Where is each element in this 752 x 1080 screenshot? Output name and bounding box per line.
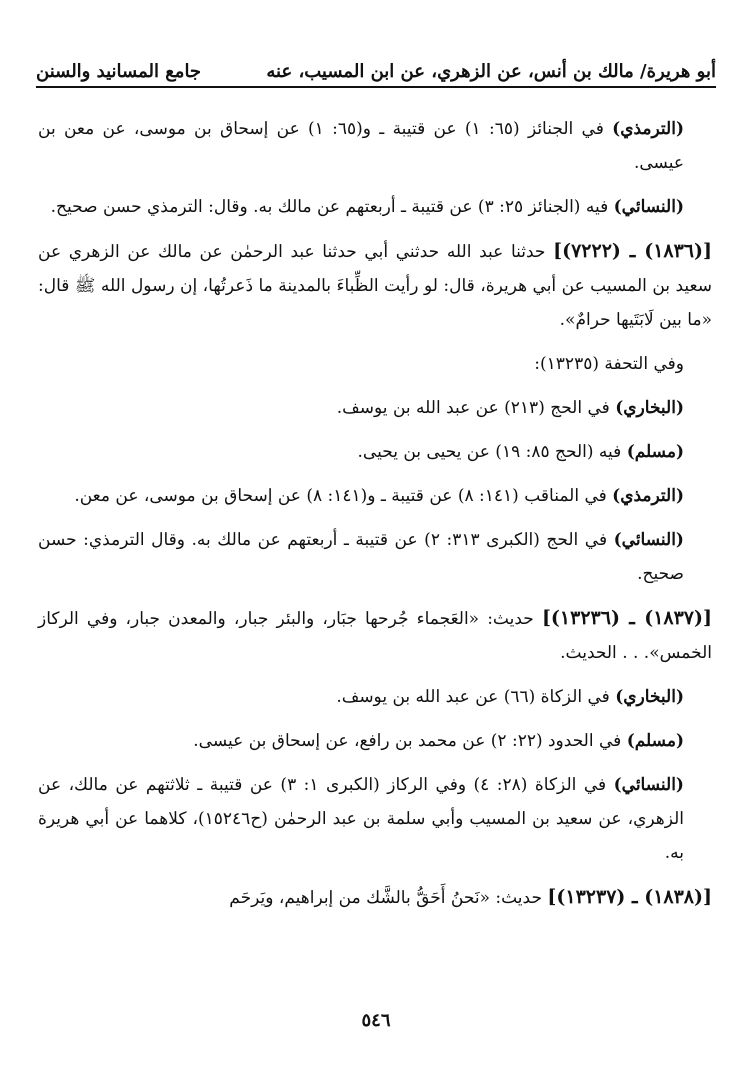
hadith-number: [(١٨٣٧) ـ (١٣٢٣٦)] — [541, 607, 712, 629]
paragraph — [38, 724, 712, 758]
paragraph-text: في الحج (٢١٣) عن عبد الله بن يوسف. — [336, 398, 616, 418]
hadith-paragraph — [38, 234, 712, 337]
running-header — [36, 52, 716, 88]
paragraph-text: في المناقب (١٤١: ٨) عن قتيبة ـ و(١٤١: ٨) عن إسحاق بن موسى، عن معن. — [74, 486, 613, 506]
main-text — [38, 112, 712, 925]
source-label: (النسائي) — [613, 197, 684, 217]
source-label: (الترمذي) — [612, 119, 684, 139]
paragraph — [38, 479, 712, 513]
paragraph — [38, 768, 712, 870]
paragraph-text: في الحج (الكبرى ٣١٣: ٢) عن قتيبة ـ أربعتهم عن مالك به. وقال الترمذي: حسن صحيح. — [38, 530, 684, 584]
paragraph-text: في الزكاة (٢٨: ٤) وفي الركاز (الكبرى ١: ٣) عن قتيبة ـ ثلاثتهم عن مالك، عن الزهري، عن سعيد بن المسيب وأبي سلمة بن عبد الرحمٰن (ح١٥٢٤٦)، كلاهما عن أبي هريرة به. — [38, 775, 685, 863]
source-label: (مسلم) — [626, 731, 684, 751]
paragraph-text: وفي التحفة (١٣٢٣٥): — [534, 354, 684, 374]
paragraph-text: حدثنا عبد الله حدثني أبي حدثنا عبد الرحمٰن عن مالك عن الزهري عن سعيد بن المسيب عن أبي هريرة، قال: لو رأيت الظِّباءَ بالمدينة ما ذَعرتُها، إن رسول الله ﷺ قال: «ما بين لَابَتَيها حرامٌ». — [38, 242, 712, 330]
paragraph — [38, 523, 712, 591]
source-label: (مسلم) — [626, 442, 684, 462]
paragraph-text: حديث: «نَحنُ أَحَقُّ بالشَّك من إبراهيم، ويَرحَم — [229, 888, 548, 908]
hadith-number: [(١٨٣٦) ـ (٧٢٢٢)] — [553, 240, 712, 262]
paragraph-text: في الزكاة (٦٦) عن عبد الله بن يوسف. — [336, 687, 616, 707]
hadith-number: [(١٨٣٨) ـ (١٣٢٣٧)] — [547, 886, 712, 908]
paragraph — [38, 391, 712, 425]
source-label: (النسائي) — [613, 530, 684, 550]
page-number: ٥٤٦ — [361, 1010, 391, 1031]
source-label: (الترمذي) — [612, 486, 684, 506]
header-book-title: جامع المسانيد والسنن — [36, 61, 202, 82]
paragraph — [38, 435, 712, 469]
paragraph-text: حديث: «العَجماء جُرحها جبَار، والبئر جبار، والمعدن جبار، وفي الركاز الخمس». . . الحديث. — [38, 609, 712, 663]
header-chain-title: أبو هريرة/ مالك بن أنس، عن الزهري، عن ابن المسيب، عنه — [266, 61, 716, 82]
hadith-paragraph — [38, 880, 712, 915]
paragraph — [38, 112, 712, 180]
paragraph — [38, 190, 712, 224]
paragraph-text: في الجنائز (٦٥: ١) عن قتيبة ـ و(٦٥: ١) عن إسحاق بن موسى، عن معن بن عيسى. — [38, 119, 684, 173]
hadith-paragraph — [38, 601, 712, 670]
paragraph — [38, 347, 712, 381]
source-label: (البخاري) — [615, 687, 684, 707]
paragraph — [38, 680, 712, 714]
paragraph-text: فيه (الحج ٨٥: ١٩) عن يحيى بن يحيى. — [357, 442, 627, 462]
paragraph-text: فيه (الجنائز ٢٥: ٣) عن قتيبة ـ أربعتهم عن مالك به. وقال: الترمذي حسن صحيح. — [50, 197, 614, 217]
paragraph-text: في الحدود (٢٢: ٢) عن محمد بن رافع، عن إسحاق بن عيسى. — [193, 731, 627, 751]
source-label: (البخاري) — [615, 398, 684, 418]
source-label: (النسائي) — [613, 775, 684, 795]
